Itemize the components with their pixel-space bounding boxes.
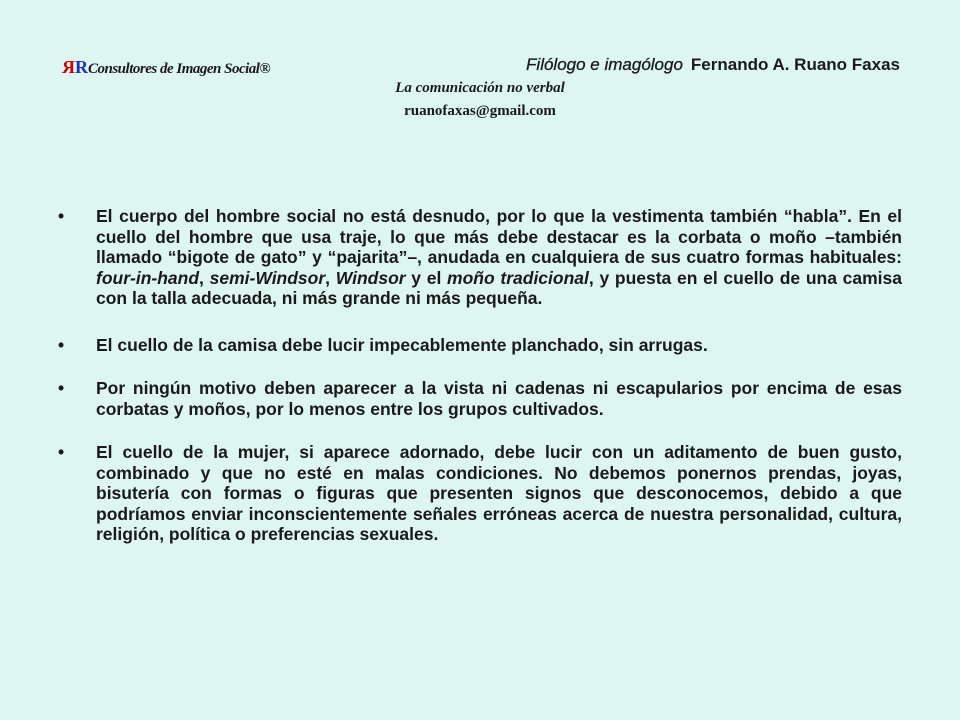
logo-mirrored-r: R <box>62 57 75 77</box>
logo-r: R <box>75 57 88 77</box>
author-block <box>526 55 900 75</box>
bullet-1-text-start: El cuerpo del hombre social no está desnudo, por lo que la vestimenta también “habla”. En el cuello del hombre que usa traje, lo que más debe destacar es la corbata o moño –también llamado “bigote de gato” y “pajarita”–, anudada en cualquiera de sus cuatro formas habituales: <box>96 206 902 267</box>
contact-email: ruanofaxas@gmail.com <box>404 103 556 119</box>
separator: , <box>325 267 336 288</box>
company-name: Consultores de Imagen Social® <box>88 61 271 77</box>
bullet-item-4: • El cuello de la mujer, si aparece adornado, debe lucir con un aditamento de buen gusto, combinado y que no esté en malas condiciones. No debemos ponernos prendas, joyas, bisutería con formas o figuras que presenten signos que desconocemos, debido a que podríamos enviar inconscientemente señales erróneas acerca de nuestra personalidad, cultura, religión, política o preferencias sexuales. <box>58 442 902 545</box>
separator: y el <box>405 267 448 288</box>
bullet-item-1 <box>58 206 902 309</box>
bullet-item-3: • Por ningún motivo deben aparecer a la vista ni cadenas ni escapularios por encima de esas corbatas y moños, por lo menos entre los grupos cultivados. <box>58 378 902 419</box>
separator: , <box>199 267 210 288</box>
bullet-list <box>58 206 902 545</box>
bullet-1-text-end: , y puesta en el cuello de una camisa con la talla adecuada, ni más grande ni más pequeña. <box>96 267 902 308</box>
tie-form-traditional-bow: moño tradicional <box>447 267 589 288</box>
tie-form-four-in-hand: four-in-hand <box>96 267 200 288</box>
author-name: Fernando A. Ruano Faxas <box>690 55 900 74</box>
page-subtitle: La comunicación no verbal <box>395 80 565 96</box>
tie-form-semi-windsor: semi-Windsor <box>209 267 326 288</box>
tie-form-windsor: Windsor <box>335 267 406 288</box>
company-logo <box>62 57 270 78</box>
bullet-item-2: • El cuello de la camisa debe lucir impecablemente planchado, sin arrugas. <box>58 335 902 356</box>
author-role: Filólogo e imagólogo <box>526 55 683 74</box>
